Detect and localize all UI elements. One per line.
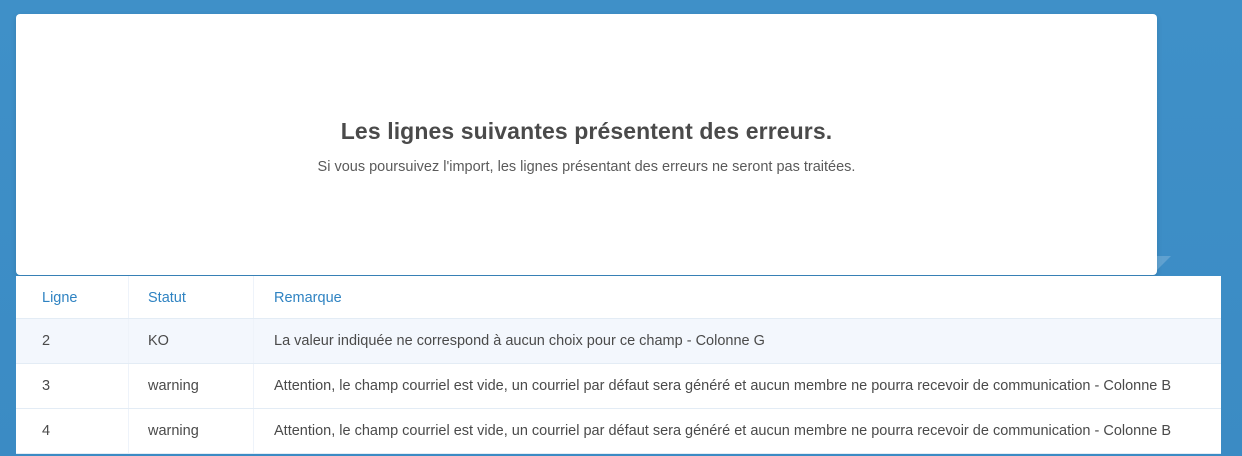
cell-statut: KO [128,319,254,364]
table-body [16,319,1221,454]
table-row [16,409,1221,454]
error-table [16,276,1221,454]
page-title: Les lignes suivantes présentent des erreurs. [340,118,833,144]
cell-remarque: La valeur indiquée ne correspond à aucun choix pour ce champ - Colonne G [254,319,1221,364]
error-modal-card [16,14,1157,275]
error-table-container [16,276,1221,454]
table-header [16,276,1221,319]
table-row [16,364,1221,409]
column-header-remarque: Remarque [254,276,1221,319]
cell-ligne: 4 [16,409,128,454]
cell-ligne: 2 [16,319,128,364]
cell-remarque: Attention, le champ courriel est vide, un courriel par défaut sera généré et aucun membre ne pourra recevoir de communication - Colonne B [254,364,1221,409]
column-header-ligne: Ligne [16,276,128,319]
cell-ligne: 3 [16,364,128,409]
column-header-statut: Statut [128,276,254,319]
modal-body [16,14,1157,175]
table-header-row [16,276,1221,319]
table-row [16,319,1221,364]
cell-remarque: Attention, le champ courriel est vide, un courriel par défaut sera généré et aucun membre ne pourra recevoir de communication - Colonne B [254,409,1221,454]
modal-subtitle: Si vous poursuivez l'import, les lignes présentant des erreurs ne seront pas traitées. [317,159,856,175]
cell-statut: warning [128,364,254,409]
card-fold-decoration [1157,256,1171,270]
background-strip [1222,0,1242,456]
cell-statut: warning [128,409,254,454]
